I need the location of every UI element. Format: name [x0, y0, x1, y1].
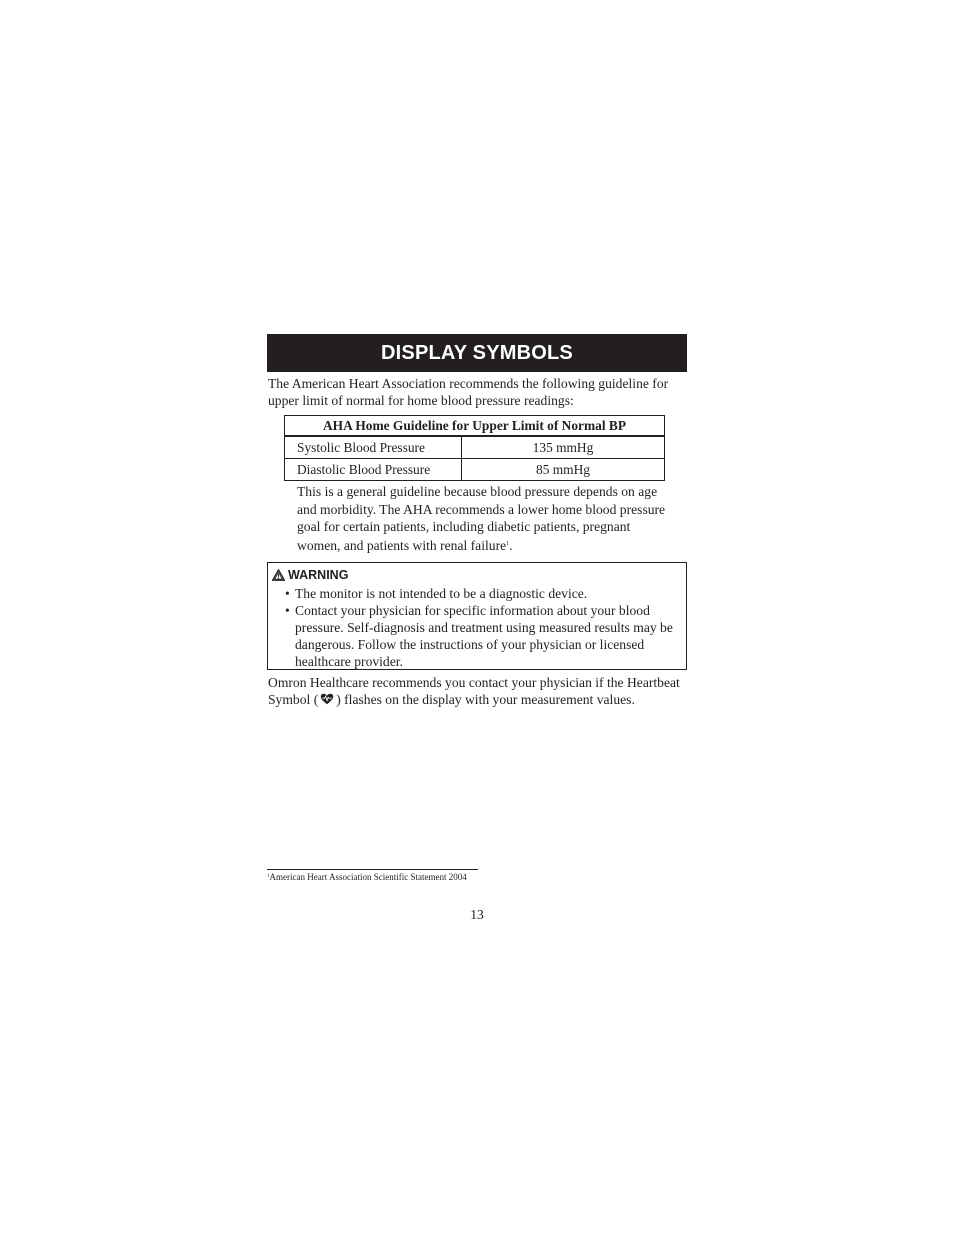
footnote-reference: 1: [506, 540, 510, 547]
warning-heading: [272, 568, 348, 582]
heartbeat-note: [268, 674, 688, 708]
warning-item-text: Contact your physician for specific information about your blood pressure. Self-diagnosis and treatment using measured results may be dangerous. Follow the instructions of your physician or licensed healthcare provider.: [295, 603, 673, 669]
table-row: [285, 459, 665, 481]
aha-guideline-table: [284, 415, 665, 481]
footnote: [267, 872, 467, 882]
bullet: •: [285, 586, 290, 601]
intro-paragraph: The American Heart Association recommends the following guideline for upper limit of normal for home blood pressure readings:: [268, 376, 669, 408]
guideline-note-text: This is a general guideline because blood pressure depends on age and morbidity. The AHA recommends a lower home blood pressure goal for certain patients, including diabetic patients, pregnant women, and patients with renal failure: [297, 484, 666, 553]
page-number: 13: [470, 907, 484, 922]
list-item: [285, 585, 680, 602]
table-cell-value: 135 mmHg: [462, 436, 665, 459]
list-item: [285, 602, 680, 670]
footnote-divider: [267, 869, 478, 870]
warning-list: [285, 585, 680, 670]
table-cell-label: Systolic Blood Pressure: [285, 436, 462, 459]
warning-title: WARNING: [288, 568, 349, 582]
heartbeat-note-after: ) flashes on the display with your measurement values.: [336, 692, 635, 707]
warning-item-text: The monitor is not intended to be a diagnostic device.: [295, 586, 588, 601]
section-title: DISPLAY SYMBOLS: [381, 341, 573, 364]
table-header-row: [285, 416, 665, 437]
section-title-bar: [267, 334, 687, 372]
table-cell-label: Diastolic Blood Pressure: [285, 459, 462, 481]
footnote-text: American Heart Association Scientific Statement 2004: [269, 872, 467, 882]
heartbeat-icon: [320, 693, 334, 705]
warning-triangle-icon: [272, 569, 285, 581]
table-header: AHA Home Guideline for Upper Limit of Normal BP: [285, 416, 665, 437]
heartbeat-note-before: Omron Healthcare recommends you contact your physician if the Heartbeat Symbol (: [268, 675, 680, 707]
table-cell-value: 85 mmHg: [462, 459, 665, 481]
guideline-note: [297, 483, 667, 554]
footnote-marker: 1: [267, 874, 270, 879]
table-row: [285, 436, 665, 459]
warning-box: [267, 562, 687, 670]
guideline-note-end: .: [509, 537, 513, 553]
bullet: •: [285, 603, 290, 618]
